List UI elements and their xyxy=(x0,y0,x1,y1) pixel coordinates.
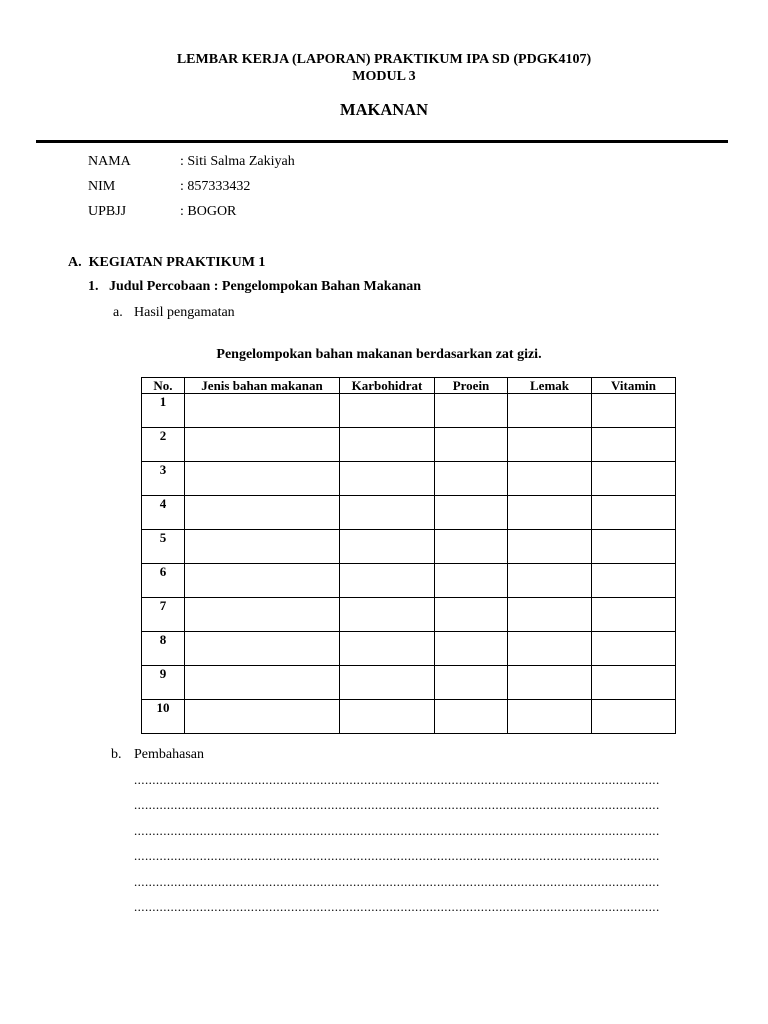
food-cell[interactable] xyxy=(185,700,340,734)
observation-table xyxy=(141,377,676,734)
vitamin-cell[interactable] xyxy=(592,564,676,598)
answer-line[interactable]: ................................................................................................................................................ xyxy=(134,899,660,914)
value-upbjj: : BOGOR xyxy=(180,204,237,219)
carbohydrate-cell[interactable] xyxy=(340,632,435,666)
page-title: MAKANAN xyxy=(340,100,428,119)
answer-line[interactable]: ................................................................................................................................................ xyxy=(134,772,660,787)
carbohydrate-cell[interactable] xyxy=(340,394,435,428)
protein-cell[interactable] xyxy=(435,700,508,734)
sub-b-label: Pembahasan xyxy=(134,747,204,762)
food-cell[interactable] xyxy=(185,564,340,598)
table-caption: Pengelompokan bahan makanan berdasarkan zat gizi. xyxy=(216,347,542,362)
vitamin-cell[interactable] xyxy=(592,700,676,734)
row-number: 8 xyxy=(142,632,185,666)
table-row xyxy=(142,666,676,700)
label-upbjj: UPBJJ xyxy=(88,204,127,219)
vitamin-cell[interactable] xyxy=(592,598,676,632)
fat-cell[interactable] xyxy=(508,428,592,462)
header-carbohydrate: Karbohidrat xyxy=(340,378,435,394)
row-number: 5 xyxy=(142,530,185,564)
protein-cell[interactable] xyxy=(435,530,508,564)
section-heading: A. KEGIATAN PRAKTIKUM 1 xyxy=(68,255,266,270)
food-cell[interactable] xyxy=(185,598,340,632)
vitamin-cell[interactable] xyxy=(592,496,676,530)
carbohydrate-cell[interactable] xyxy=(340,666,435,700)
sub-a-label: Hasil pengamatan xyxy=(134,305,235,320)
answer-line[interactable]: ................................................................................................................................................ xyxy=(134,848,660,863)
table-row xyxy=(142,530,676,564)
fat-cell[interactable] xyxy=(508,496,592,530)
sub-a-marker: a. xyxy=(113,305,123,320)
table-row xyxy=(142,632,676,666)
row-number: 1 xyxy=(142,394,185,428)
row-number: 10 xyxy=(142,700,185,734)
sub-b-marker: b. xyxy=(111,747,122,762)
food-cell[interactable] xyxy=(185,530,340,564)
carbohydrate-cell[interactable] xyxy=(340,564,435,598)
fat-cell[interactable] xyxy=(508,598,592,632)
vitamin-cell[interactable] xyxy=(592,394,676,428)
protein-cell[interactable] xyxy=(435,564,508,598)
table-row xyxy=(142,462,676,496)
header-no: No. xyxy=(142,378,185,394)
fat-cell[interactable] xyxy=(508,394,592,428)
header-food-type: Jenis bahan makanan xyxy=(185,378,340,394)
protein-cell[interactable] xyxy=(435,666,508,700)
fat-cell[interactable] xyxy=(508,632,592,666)
food-cell[interactable] xyxy=(185,462,340,496)
table-row xyxy=(142,428,676,462)
vitamin-cell[interactable] xyxy=(592,428,676,462)
fat-cell[interactable] xyxy=(508,700,592,734)
row-number: 7 xyxy=(142,598,185,632)
table-row xyxy=(142,598,676,632)
title-divider xyxy=(36,140,728,143)
vitamin-cell[interactable] xyxy=(592,666,676,700)
row-number: 6 xyxy=(142,564,185,598)
header-protein: Proein xyxy=(435,378,508,394)
fat-cell[interactable] xyxy=(508,530,592,564)
vitamin-cell[interactable] xyxy=(592,530,676,564)
carbohydrate-cell[interactable] xyxy=(340,428,435,462)
table-row xyxy=(142,564,676,598)
fat-cell[interactable] xyxy=(508,462,592,496)
fat-cell[interactable] xyxy=(508,564,592,598)
protein-cell[interactable] xyxy=(435,632,508,666)
row-number: 2 xyxy=(142,428,185,462)
experiment-title: 1. Judul Percobaan : Pengelompokan Bahan Makanan xyxy=(88,279,422,294)
row-number: 3 xyxy=(142,462,185,496)
table-row xyxy=(142,394,676,428)
label-nama: NAMA xyxy=(88,154,131,169)
header-vitamin: Vitamin xyxy=(592,378,676,394)
answer-line[interactable]: ................................................................................................................................................ xyxy=(134,874,660,889)
food-cell[interactable] xyxy=(185,428,340,462)
table-row xyxy=(142,496,676,530)
protein-cell[interactable] xyxy=(435,598,508,632)
answer-line[interactable]: ................................................................................................................................................ xyxy=(134,797,660,812)
header-module: MODUL 3 xyxy=(352,69,416,84)
food-cell[interactable] xyxy=(185,632,340,666)
protein-cell[interactable] xyxy=(435,428,508,462)
row-number: 4 xyxy=(142,496,185,530)
protein-cell[interactable] xyxy=(435,394,508,428)
label-nim: NIM xyxy=(88,179,116,194)
value-nim: : 857333432 xyxy=(180,179,251,194)
carbohydrate-cell[interactable] xyxy=(340,462,435,496)
answer-line[interactable]: ................................................................................................................................................ xyxy=(134,823,660,838)
fat-cell[interactable] xyxy=(508,666,592,700)
food-cell[interactable] xyxy=(185,496,340,530)
value-nama: : Siti Salma Zakiyah xyxy=(180,154,295,169)
food-cell[interactable] xyxy=(185,394,340,428)
header-fat: Lemak xyxy=(508,378,592,394)
carbohydrate-cell[interactable] xyxy=(340,530,435,564)
row-number: 9 xyxy=(142,666,185,700)
protein-cell[interactable] xyxy=(435,496,508,530)
carbohydrate-cell[interactable] xyxy=(340,496,435,530)
header-line1: LEMBAR KERJA (LAPORAN) PRAKTIKUM IPA SD (PDGK4107) xyxy=(176,52,592,67)
protein-cell[interactable] xyxy=(435,462,508,496)
table-header-row xyxy=(142,378,676,394)
food-cell[interactable] xyxy=(185,666,340,700)
vitamin-cell[interactable] xyxy=(592,632,676,666)
carbohydrate-cell[interactable] xyxy=(340,700,435,734)
carbohydrate-cell[interactable] xyxy=(340,598,435,632)
table-row xyxy=(142,700,676,734)
vitamin-cell[interactable] xyxy=(592,462,676,496)
